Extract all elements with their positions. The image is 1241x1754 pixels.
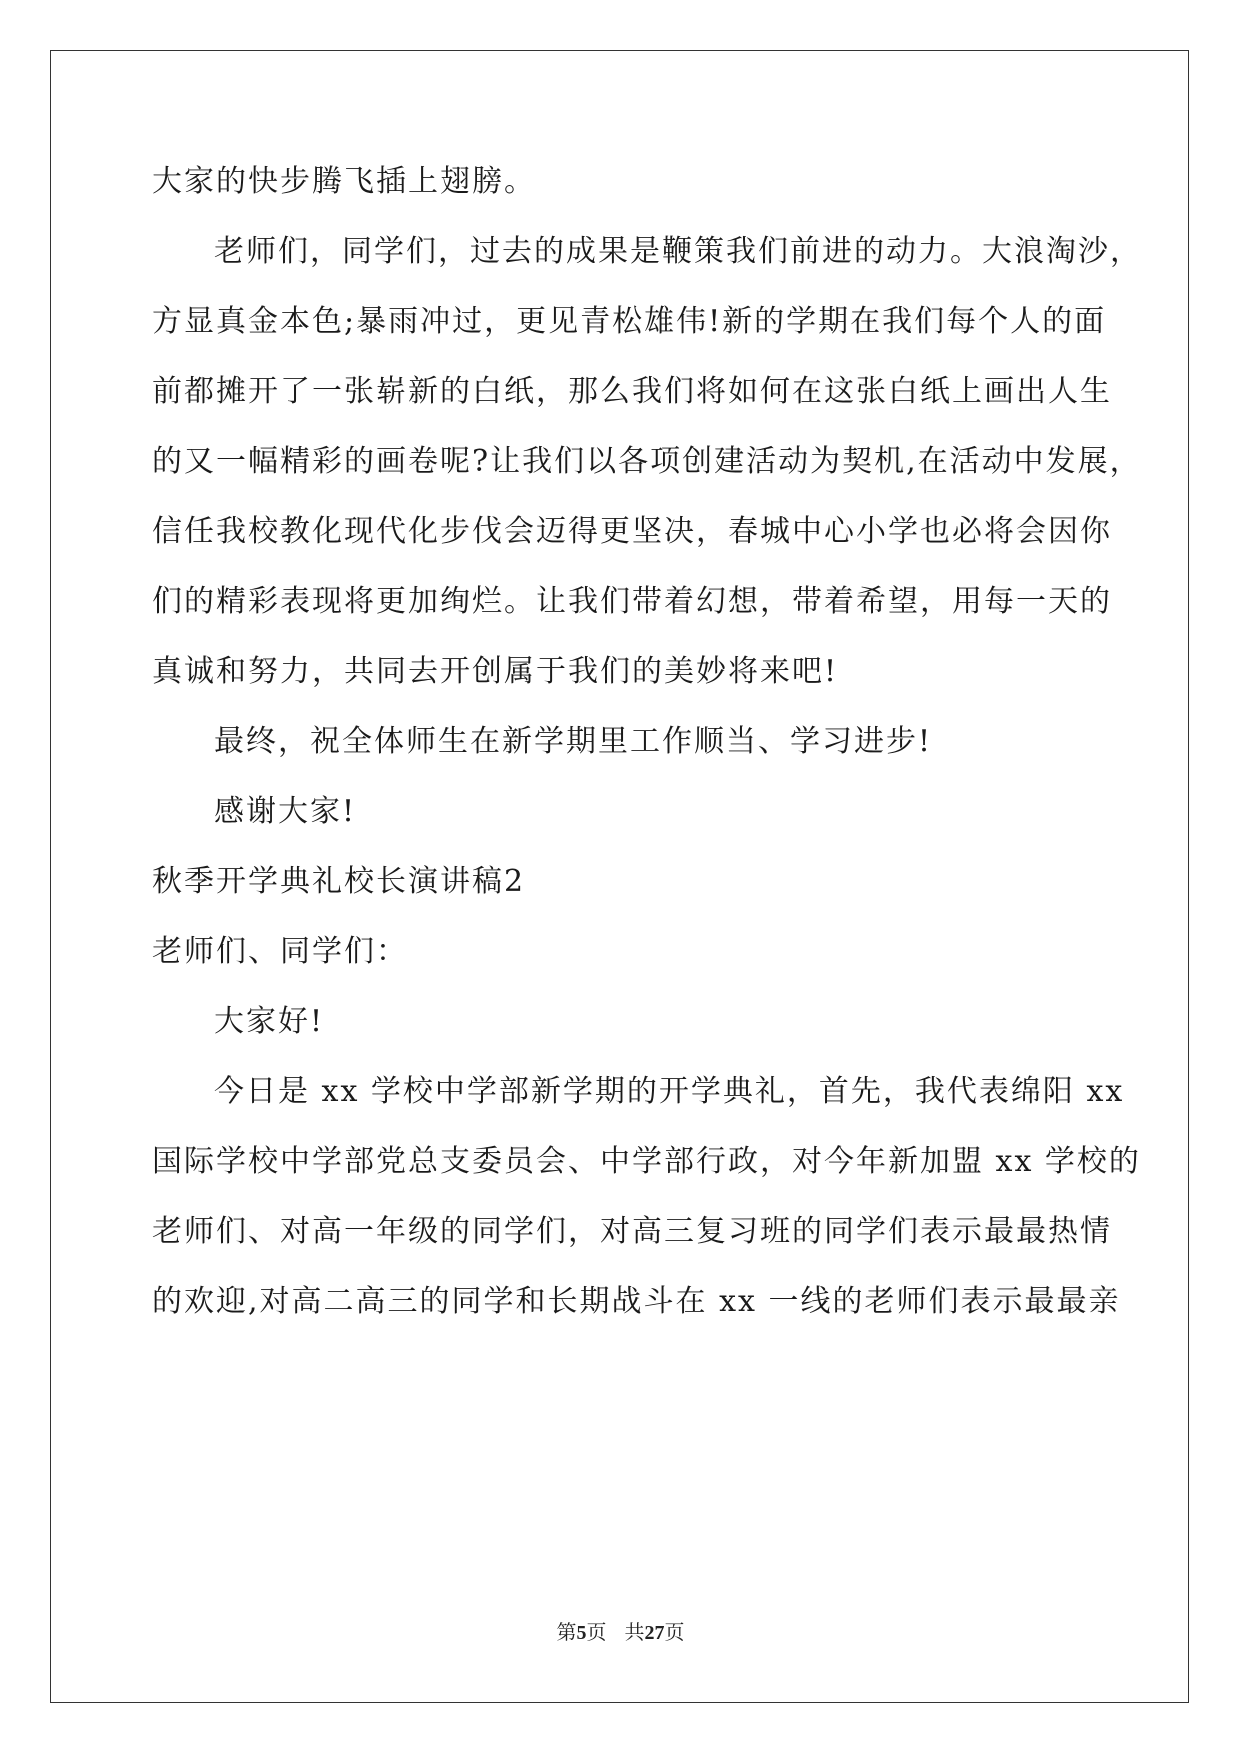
text-line: 的又一幅精彩的画卷呢?让我们以各项创建活动为契机,在活动中发展， [152,444,1142,479]
text-line: 们的精彩表现将更加绚烂。让我们带着幻想，带着希望，用每一天的 [152,584,1112,619]
salutation: 老师们、同学们： [152,934,408,969]
section-heading: 秋季开学典礼校长演讲稿2 [152,864,526,899]
text-line: 真诚和努力，共同去开创属于我们的美妙将来吧! [152,654,839,689]
text-line: 大家的快步腾飞插上翅膀。 [152,164,536,199]
text-line: 感谢大家! [214,794,357,829]
text-line: 前都摊开了一张崭新的白纸，那么我们将如何在这张白纸上画出人生 [152,374,1112,409]
page-current: 5 [576,1622,587,1644]
greeting: 大家好! [214,1004,325,1039]
text-line: 今日是 xx 学校中学部新学期的开学典礼，首先，我代表绵阳 xx [214,1074,1125,1109]
text-line: 最终，祝全体师生在新学期里工作顺当、学习进步! [214,724,933,759]
page-prefix: 第 [556,1620,577,1644]
text-line: 国际学校中学部党总支委员会、中学部行政，对今年新加盟 xx 学校的 [152,1144,1141,1179]
text-line: 信任我校教化现代化步伐会迈得更坚决，春城中心小学也必将会因你 [152,514,1112,549]
text-line: 老师们、对高一年级的同学们，对高三复习班的同学们表示最最热情 [152,1214,1112,1249]
total-suffix: 页 [664,1620,685,1644]
text-line: 方显真金本色;暴雨冲过，更见青松雄伟!新的学期在我们每个人的面 [152,304,1107,339]
total-prefix: 共 [624,1620,645,1644]
page-total: 27 [644,1622,665,1644]
page-suffix: 页 [586,1620,607,1644]
text-line: 老师们，同学们，过去的成果是鞭策我们前进的动力。大浪淘沙， [214,234,1142,269]
text-line: 的欢迎,对高二高三的同学和长期战斗在 xx 一线的老师们表示最最亲 [152,1284,1121,1319]
page-footer [0,1620,1241,1645]
